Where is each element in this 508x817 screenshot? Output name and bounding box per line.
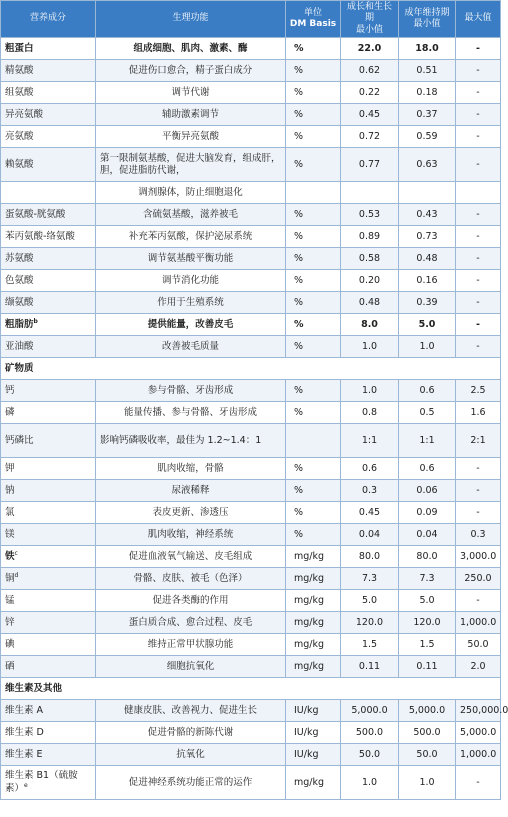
nutrient-name xyxy=(1,336,96,358)
nutrient-label: 粗蛋白 xyxy=(5,42,34,54)
nutrient-label: 亚油酸 xyxy=(5,340,34,352)
unit-cell: % xyxy=(286,148,341,182)
header-nutrient: 营养成分 xyxy=(1,1,96,38)
nutrient-name xyxy=(1,226,96,248)
unit-cell: % xyxy=(286,314,341,336)
max-cell: - xyxy=(456,766,501,800)
nutrient-label: 缬氨酸 xyxy=(5,296,34,308)
adult-min-cell: 500.0 xyxy=(399,722,456,744)
footnote-marker: d xyxy=(14,571,19,579)
table-row xyxy=(1,722,501,744)
table-row xyxy=(1,546,501,568)
adult-min-cell: 0.18 xyxy=(399,82,456,104)
nutrient-name xyxy=(1,402,96,424)
adult-min-cell: 0.6 xyxy=(399,380,456,402)
max-cell: 1,000.0 xyxy=(456,744,501,766)
section-title: 矿物质 xyxy=(1,358,501,380)
adult-min-cell: 0.43 xyxy=(399,204,456,226)
function-cell: 调剂腺体，防止细胞退化 xyxy=(96,182,286,204)
nutrient-label: 苏氨酸 xyxy=(5,252,34,264)
nutrient-label: 亮氨酸 xyxy=(5,130,34,142)
growth-min-cell: 0.8 xyxy=(341,402,399,424)
table-row xyxy=(1,60,501,82)
nutrient-name xyxy=(1,568,96,590)
growth-min-cell: 0.48 xyxy=(341,292,399,314)
growth-min-cell: 0.77 xyxy=(341,148,399,182)
nutrient-name xyxy=(1,590,96,612)
nutrient-label: 异亮氨酸 xyxy=(5,108,44,120)
max-cell: - xyxy=(456,38,501,60)
growth-min-cell xyxy=(341,182,399,204)
nutrient-name xyxy=(1,656,96,678)
growth-min-cell: 0.53 xyxy=(341,204,399,226)
nutrient-name xyxy=(1,82,96,104)
nutrient-name xyxy=(1,612,96,634)
nutrient-name xyxy=(1,744,96,766)
adult-min-cell: 0.06 xyxy=(399,480,456,502)
nutrient-name xyxy=(1,380,96,402)
growth-min-cell: 0.04 xyxy=(341,524,399,546)
table-row xyxy=(1,226,501,248)
function-cell: 参与骨骼、牙齿形成 xyxy=(96,380,286,402)
max-cell: 1.6 xyxy=(456,402,501,424)
max-cell: - xyxy=(456,590,501,612)
adult-min-cell: 1.5 xyxy=(399,634,456,656)
unit-cell: % xyxy=(286,104,341,126)
growth-min-cell: 0.22 xyxy=(341,82,399,104)
unit-cell: IU/kg xyxy=(286,700,341,722)
function-cell: 尿液稀释 xyxy=(96,480,286,502)
table-body xyxy=(1,38,508,800)
growth-min-cell: 0.6 xyxy=(341,458,399,480)
nutrient-label: 碘 xyxy=(5,638,15,650)
adult-min-cell: 7.3 xyxy=(399,568,456,590)
nutrient-name xyxy=(1,524,96,546)
nutrient-label: 维生素 E xyxy=(5,748,43,760)
max-cell: - xyxy=(456,270,501,292)
nutrient-label: 氯 xyxy=(5,506,15,518)
nutrient-name xyxy=(1,458,96,480)
table-row xyxy=(1,424,501,458)
unit-cell: % xyxy=(286,248,341,270)
unit-cell: mg/kg xyxy=(286,634,341,656)
adult-min-cell: 1:1 xyxy=(399,424,456,458)
nutrient-name xyxy=(1,38,96,60)
nutrient-name xyxy=(1,148,96,182)
nutrient-label: 钙 xyxy=(5,384,15,396)
table-row xyxy=(1,634,501,656)
nutrient-name xyxy=(1,270,96,292)
table-row xyxy=(1,148,501,182)
nutrient-name xyxy=(1,126,96,148)
max-cell: - xyxy=(456,292,501,314)
growth-min-cell: 50.0 xyxy=(341,744,399,766)
function-cell: 调节消化功能 xyxy=(96,270,286,292)
table-row xyxy=(1,104,501,126)
adult-min-cell: 80.0 xyxy=(399,546,456,568)
adult-min-cell: 0.51 xyxy=(399,60,456,82)
header-growth-min: 成长和生长期 最小值 xyxy=(341,1,399,38)
table-row xyxy=(1,656,501,678)
table-row xyxy=(1,248,501,270)
unit-cell: mg/kg xyxy=(286,656,341,678)
nutrient-label: 组氨酸 xyxy=(5,86,34,98)
unit-cell xyxy=(286,424,341,458)
function-cell: 抗氧化 xyxy=(96,744,286,766)
adult-min-cell: 0.48 xyxy=(399,248,456,270)
max-cell: 0.3 xyxy=(456,524,501,546)
unit-cell: % xyxy=(286,204,341,226)
nutrient-label: 维生素 B1（硫胺素） xyxy=(5,770,78,795)
table-row xyxy=(1,314,501,336)
max-cell: - xyxy=(456,126,501,148)
adult-min-cell: 0.37 xyxy=(399,104,456,126)
unit-cell: mg/kg xyxy=(286,546,341,568)
max-cell: - xyxy=(456,314,501,336)
growth-min-cell: 0.89 xyxy=(341,226,399,248)
adult-min-cell: 0.73 xyxy=(399,226,456,248)
function-cell: 提供能量，改善皮毛 xyxy=(96,314,286,336)
function-cell: 作用于生殖系统 xyxy=(96,292,286,314)
unit-cell: % xyxy=(286,38,341,60)
adult-min-cell: 0.59 xyxy=(399,126,456,148)
adult-min-cell: 5.0 xyxy=(399,314,456,336)
section-title: 维生素及其他 xyxy=(1,678,501,700)
adult-min-cell: 0.11 xyxy=(399,656,456,678)
unit-cell: % xyxy=(286,380,341,402)
nutrient-name xyxy=(1,60,96,82)
header-unit: 单位 DM Basis xyxy=(286,1,341,38)
table-row xyxy=(1,82,501,104)
function-cell: 健康皮肤、改善视力、促进生长 xyxy=(96,700,286,722)
unit-cell: % xyxy=(286,480,341,502)
unit-cell: % xyxy=(286,226,341,248)
growth-min-cell: 1.5 xyxy=(341,634,399,656)
function-cell: 平衡异亮氨酸 xyxy=(96,126,286,148)
max-cell: - xyxy=(456,248,501,270)
growth-min-cell: 80.0 xyxy=(341,546,399,568)
max-cell: 250,000.0 xyxy=(456,700,501,722)
unit-cell: IU/kg xyxy=(286,744,341,766)
growth-min-cell: 1.0 xyxy=(341,766,399,800)
nutrient-name xyxy=(1,314,96,336)
function-cell: 肌肉收缩，神经系统 xyxy=(96,524,286,546)
nutrient-label: 铁 xyxy=(5,551,15,563)
function-cell: 维持正常甲状腺功能 xyxy=(96,634,286,656)
unit-cell: % xyxy=(286,336,341,358)
max-cell: - xyxy=(456,502,501,524)
max-cell: 2.5 xyxy=(456,380,501,402)
adult-min-cell: 18.0 xyxy=(399,38,456,60)
growth-min-cell: 1.0 xyxy=(341,380,399,402)
nutrient-label: 磷 xyxy=(5,406,15,418)
unit-cell: % xyxy=(286,270,341,292)
growth-min-cell: 1:1 xyxy=(341,424,399,458)
nutrient-label: 维生素 D xyxy=(5,726,44,738)
nutrient-name xyxy=(1,182,96,204)
max-cell: - xyxy=(456,60,501,82)
growth-min-cell: 0.72 xyxy=(341,126,399,148)
max-cell: - xyxy=(456,104,501,126)
function-cell: 影响钙磷吸收率，最佳为 1.2~1.4：1 xyxy=(96,424,286,458)
nutrient-label: 钙磷比 xyxy=(5,434,34,446)
max-cell: 2:1 xyxy=(456,424,501,458)
adult-min-cell: 0.04 xyxy=(399,524,456,546)
function-cell: 调节代谢 xyxy=(96,82,286,104)
nutrient-name xyxy=(1,700,96,722)
nutrient-label: 锰 xyxy=(5,594,15,606)
unit-cell: % xyxy=(286,292,341,314)
nutrient-label: 赖氨酸 xyxy=(5,158,34,170)
unit-cell: mg/kg xyxy=(286,766,341,800)
growth-min-cell: 1.0 xyxy=(341,336,399,358)
table-row xyxy=(1,182,501,204)
footnote-marker: e xyxy=(24,781,28,789)
nutrient-label: 精氨酸 xyxy=(5,64,34,76)
nutrient-name xyxy=(1,104,96,126)
function-cell: 促进神经系统功能正常的运作 xyxy=(96,766,286,800)
growth-min-cell: 0.20 xyxy=(341,270,399,292)
max-cell xyxy=(456,182,501,204)
header-max: 最大值 xyxy=(456,1,501,38)
nutrient-label: 铜 xyxy=(5,573,15,585)
table-row xyxy=(1,126,501,148)
nutrient-label: 锌 xyxy=(5,616,15,628)
adult-min-cell: 0.6 xyxy=(399,458,456,480)
function-cell: 肌肉收缩，骨骼 xyxy=(96,458,286,480)
function-cell: 调节氨基酸平衡功能 xyxy=(96,248,286,270)
unit-cell: IU/kg xyxy=(286,722,341,744)
table-row xyxy=(1,402,501,424)
adult-min-cell: 120.0 xyxy=(399,612,456,634)
nutrient-label: 色氨酸 xyxy=(5,274,34,286)
unit-cell xyxy=(286,182,341,204)
function-cell: 辅助激素调节 xyxy=(96,104,286,126)
table-header xyxy=(1,1,501,38)
table-row xyxy=(1,766,501,800)
function-cell: 表皮更新、渗透压 xyxy=(96,502,286,524)
table-row xyxy=(1,292,501,314)
function-cell: 促进各类酶的作用 xyxy=(96,590,286,612)
table-row xyxy=(1,270,501,292)
function-cell: 促进骨骼的新陈代谢 xyxy=(96,722,286,744)
unit-cell: % xyxy=(286,502,341,524)
table-row xyxy=(1,380,501,402)
nutrient-name xyxy=(1,480,96,502)
nutrient-label: 硒 xyxy=(5,660,15,672)
table-row xyxy=(1,590,501,612)
table-row xyxy=(1,458,501,480)
adult-min-cell: 1.0 xyxy=(399,336,456,358)
table-row xyxy=(1,38,501,60)
nutrient-name xyxy=(1,204,96,226)
unit-cell: % xyxy=(286,402,341,424)
unit-cell: % xyxy=(286,126,341,148)
function-cell: 蛋白质合成、愈合过程、皮毛 xyxy=(96,612,286,634)
function-cell: 含硫氨基酸，滋养被毛 xyxy=(96,204,286,226)
table-row xyxy=(1,480,501,502)
section-row xyxy=(1,358,501,380)
nutrient-label: 苯丙氨酸-络氨酸 xyxy=(5,230,75,242)
adult-min-cell: 1.0 xyxy=(399,766,456,800)
unit-cell: % xyxy=(286,458,341,480)
nutrient-name xyxy=(1,766,96,800)
header-function: 生理功能 xyxy=(96,1,286,38)
function-cell: 改善被毛质量 xyxy=(96,336,286,358)
growth-min-cell: 500.0 xyxy=(341,722,399,744)
unit-cell: % xyxy=(286,82,341,104)
max-cell: 2.0 xyxy=(456,656,501,678)
adult-min-cell: 0.16 xyxy=(399,270,456,292)
unit-cell: mg/kg xyxy=(286,612,341,634)
adult-min-cell: 0.09 xyxy=(399,502,456,524)
unit-cell: mg/kg xyxy=(286,590,341,612)
growth-min-cell: 8.0 xyxy=(341,314,399,336)
adult-min-cell: 5,000.0 xyxy=(399,700,456,722)
growth-min-cell: 5.0 xyxy=(341,590,399,612)
table-row xyxy=(1,744,501,766)
growth-min-cell: 0.45 xyxy=(341,104,399,126)
table-row xyxy=(1,502,501,524)
nutrient-label: 维生素 A xyxy=(5,704,44,716)
nutrient-label: 钾 xyxy=(5,462,15,474)
adult-min-cell: 50.0 xyxy=(399,744,456,766)
unit-cell: mg/kg xyxy=(286,568,341,590)
max-cell: - xyxy=(456,82,501,104)
max-cell: - xyxy=(456,204,501,226)
nutrient-name xyxy=(1,546,96,568)
growth-min-cell: 0.11 xyxy=(341,656,399,678)
footnote-marker: b xyxy=(33,317,38,325)
growth-min-cell: 0.62 xyxy=(341,60,399,82)
max-cell: 5,000.0 xyxy=(456,722,501,744)
growth-min-cell: 7.3 xyxy=(341,568,399,590)
nutrient-name xyxy=(1,502,96,524)
growth-min-cell: 120.0 xyxy=(341,612,399,634)
adult-min-cell: 5.0 xyxy=(399,590,456,612)
table-row xyxy=(1,568,501,590)
max-cell: - xyxy=(456,336,501,358)
section-row xyxy=(1,678,501,700)
function-cell: 能量传播、参与骨骼、牙齿形成 xyxy=(96,402,286,424)
table-row xyxy=(1,700,501,722)
table-row xyxy=(1,612,501,634)
function-cell: 补充苯丙氨酸，保护泌尿系统 xyxy=(96,226,286,248)
nutrient-label: 粗脂肪 xyxy=(5,319,34,331)
nutrient-name xyxy=(1,634,96,656)
growth-min-cell: 0.3 xyxy=(341,480,399,502)
growth-min-cell: 22.0 xyxy=(341,38,399,60)
max-cell: 1,000.0 xyxy=(456,612,501,634)
max-cell: 3,000.0 xyxy=(456,546,501,568)
max-cell: - xyxy=(456,226,501,248)
max-cell: - xyxy=(456,458,501,480)
function-cell: 促进伤口愈合，精子蛋白成分 xyxy=(96,60,286,82)
nutrient-label: 镁 xyxy=(5,528,15,540)
footnote-marker: c xyxy=(14,549,18,557)
nutrient-label: 钠 xyxy=(5,484,15,496)
table-row xyxy=(1,336,501,358)
nutrient-name xyxy=(1,248,96,270)
nutrient-name xyxy=(1,424,96,458)
nutrient-label: 蛋氨酸-胱氨酸 xyxy=(5,208,66,220)
max-cell: - xyxy=(456,148,501,182)
max-cell: - xyxy=(456,480,501,502)
table-row xyxy=(1,524,501,546)
function-cell: 促进血液氧气输送、皮毛组成 xyxy=(96,546,286,568)
function-cell: 第一限制氨基酸，促进大脑发育，组成肝，胆，促进脂肪代谢， xyxy=(96,148,286,182)
growth-min-cell: 5,000.0 xyxy=(341,700,399,722)
function-cell: 组成细胞、肌肉、激素、酶 xyxy=(96,38,286,60)
max-cell: 50.0 xyxy=(456,634,501,656)
nutrient-name xyxy=(1,292,96,314)
adult-min-cell: 0.5 xyxy=(399,402,456,424)
nutrient-name xyxy=(1,722,96,744)
growth-min-cell: 0.45 xyxy=(341,502,399,524)
function-cell: 骨骼、皮肤、被毛（色泽） xyxy=(96,568,286,590)
table-row xyxy=(1,204,501,226)
adult-min-cell: 0.39 xyxy=(399,292,456,314)
adult-min-cell: 0.63 xyxy=(399,148,456,182)
max-cell: 250.0 xyxy=(456,568,501,590)
function-cell: 细胞抗氧化 xyxy=(96,656,286,678)
unit-cell: % xyxy=(286,524,341,546)
unit-cell: % xyxy=(286,60,341,82)
growth-min-cell: 0.58 xyxy=(341,248,399,270)
adult-min-cell xyxy=(399,182,456,204)
header-adult-min: 成年维持期 最小值 xyxy=(399,1,456,38)
